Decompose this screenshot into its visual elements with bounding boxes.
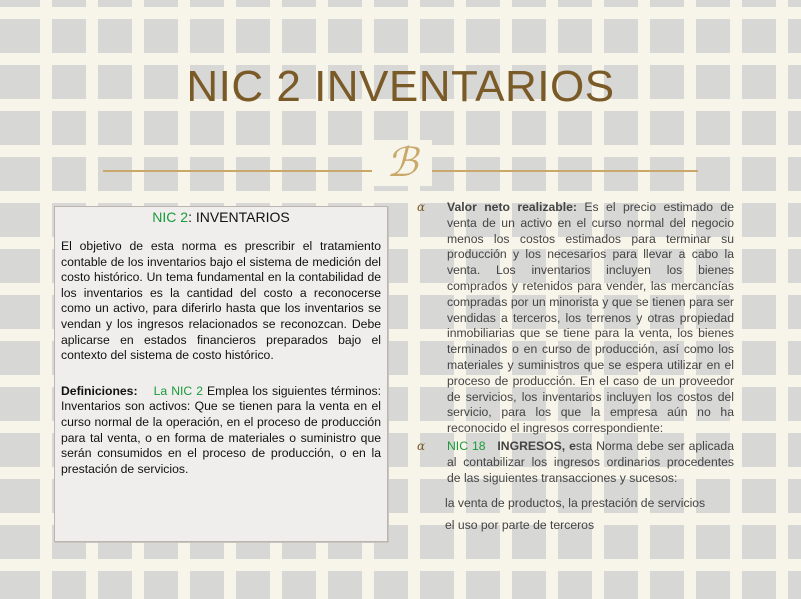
- nic18-label: NIC 18: [447, 438, 486, 453]
- box-heading-nic: NIC 2: [152, 209, 189, 225]
- definitions-paragraph: [55, 384, 387, 478]
- valor-neto-label: Valor neto realizable:: [447, 200, 577, 214]
- ornament-icon: ℬ: [372, 140, 432, 186]
- bullet-icon: ɑ: [417, 200, 426, 214]
- definitions-text: Emplea los siguientes términos: Inventarios son activos: Que se tienen para la venta en el curso normal de la operación, en el proceso de producción para tal venta, o en forma de materiales o suministro que serán consumidos en el proceso de producción, o en la prestación de servicios.: [61, 383, 381, 476]
- transaction-line-1: la venta de productos, la prestación de servicios: [445, 496, 706, 511]
- ingresos-label: INGRESOS, e: [497, 438, 576, 453]
- right-column: [414, 200, 734, 534]
- nic2-summary-box: [54, 206, 388, 542]
- box-heading: [55, 209, 387, 225]
- bullet-nic18: [414, 439, 734, 486]
- valor-neto-text: Es el precio estimado de venta de un activo en el curso normal del negocio menos los costos estimados para terminar su producción y los necesarios para llevar a cabo la venta. Los inventarios incluyen los bienes comprados y retenidos para vender, las mercancías compradas por un minorista y que se tienen para ser vendidas a terceros, los terrenos y otras propiedad inmobiliarias que se tiene para la venta, los bienes terminados o en curso de producción, así como los materiales y suministros que se espera utilizar en el proceso de producción. En el caso de un proveedor de servicios, los inventarios incluyen los costos del servicio, para los que la empresa aún no ha reconocido el ingresos correspondiente:: [447, 200, 734, 436]
- objective-paragraph: El objetivo de esta norma es prescribir el tratamiento contable de los inventarios bajo el sistema de medición del costo histórico. Un tema fundamental en la contabilidad de los inventarios es la cantidad del costo a reconocerse como un activo, para diferirlo hasta que los inventarios se vendan y los ingresos relacionados se reconozcan. Debe aplicarse en estados financieros preparados bajo el contexto del sistema de costo histórico.: [61, 239, 381, 363]
- slide-title: NIC 2 INVENTARIOS: [186, 62, 615, 111]
- bullet-valor-neto: [414, 200, 734, 437]
- definitions-label: Definiciones:: [61, 383, 138, 398]
- transaction-line-2: el uso por parte de terceros: [445, 518, 595, 533]
- bullet-icon: ɑ: [417, 438, 426, 453]
- box-heading-text: : INVENTARIOS: [188, 209, 290, 225]
- definitions-nic: La NIC 2: [153, 383, 203, 398]
- nic18-text: sta Norma debe ser aplicada al contabilizar los ingresos ordinarios procedentes de las siguientes transacciones y sucesos:: [447, 438, 734, 485]
